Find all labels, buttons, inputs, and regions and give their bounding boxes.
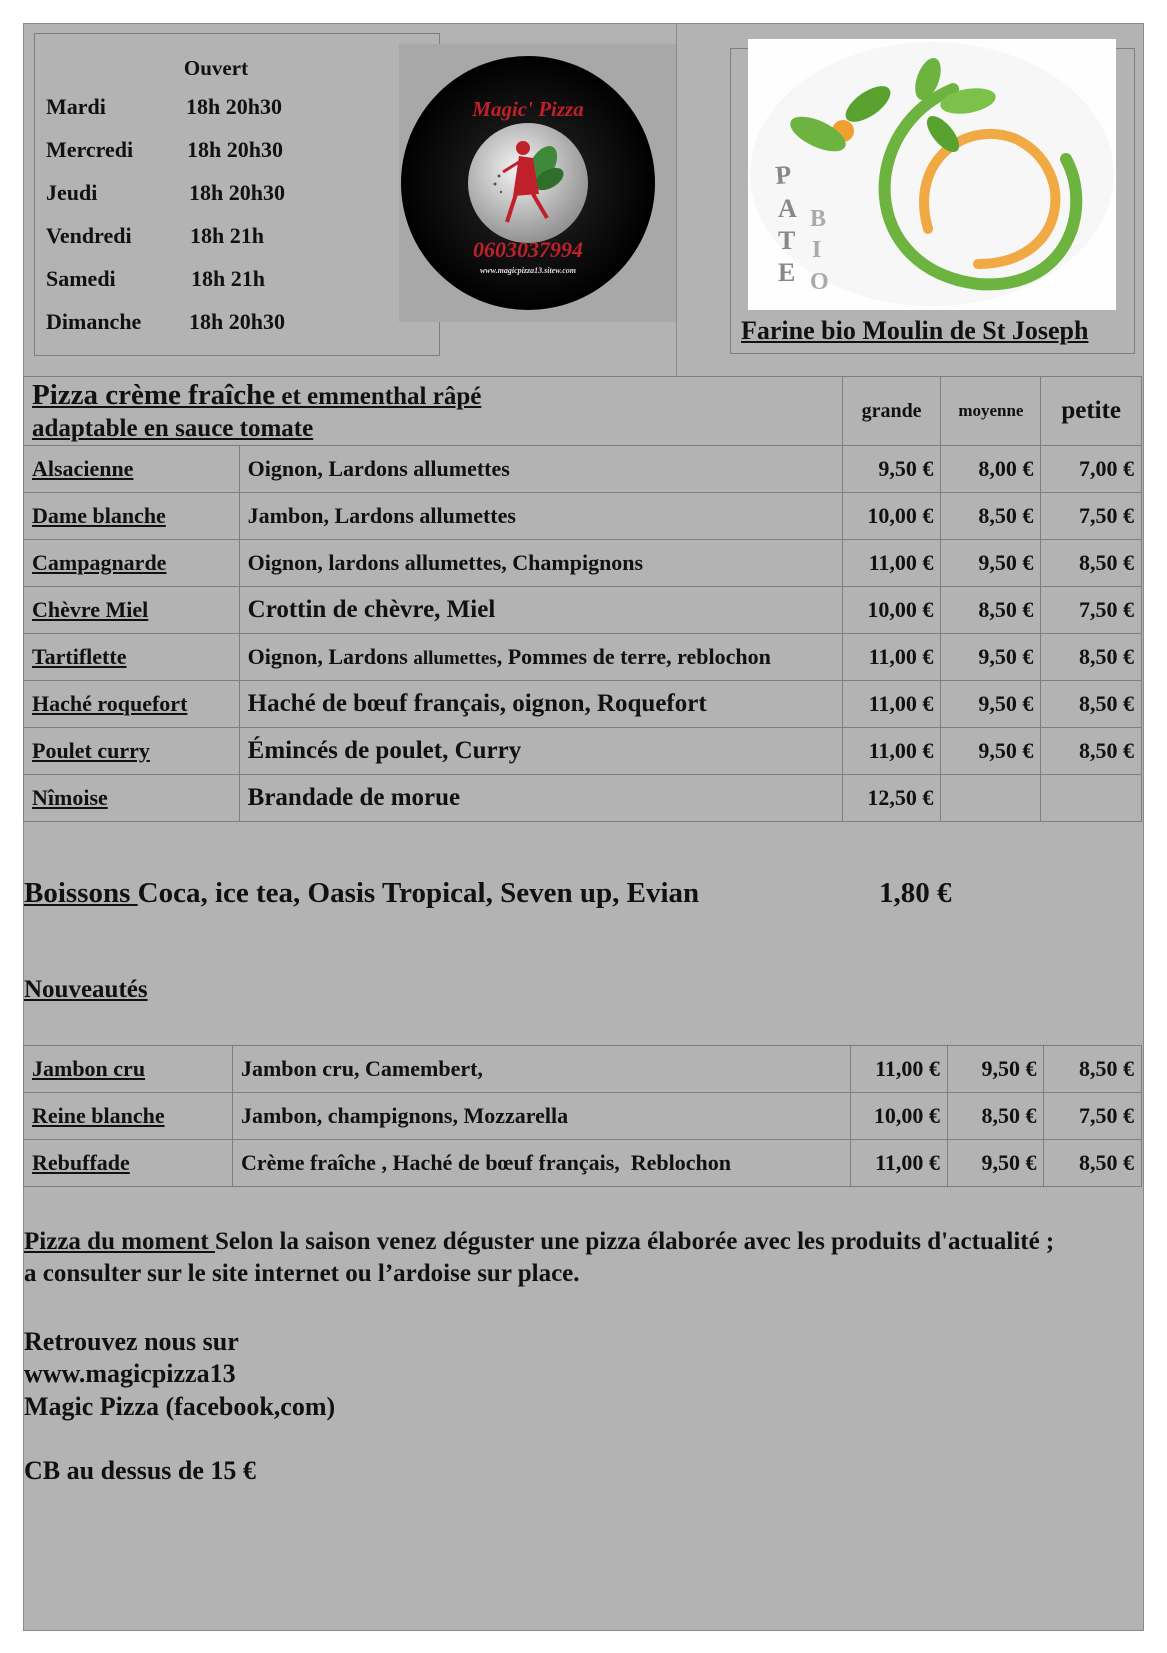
hours-row-saturday <box>46 266 436 296</box>
pate-letter: A <box>778 194 797 223</box>
pizza-desc: Crème fraîche , Haché de bœuf français, Reblochon <box>232 1140 850 1187</box>
price-petite: 8,50 € <box>1041 634 1142 681</box>
table-row <box>24 1093 1142 1140</box>
day-name: Dimanche <box>46 309 142 334</box>
price-moyenne: 8,50 € <box>947 1093 1044 1140</box>
price-moyenne: 8,00 € <box>941 446 1041 493</box>
logo-phone: 0603037994 <box>473 237 583 262</box>
bio-letter: O <box>810 269 829 295</box>
hours-row-thursday <box>46 180 436 210</box>
table-row <box>24 587 1142 634</box>
price-moyenne: 9,50 € <box>941 681 1041 728</box>
menu-header-row <box>24 377 1142 446</box>
news-title: Nouveautés <box>24 976 148 1003</box>
day-name: Jeudi <box>46 180 98 205</box>
day-time: 18h 21h <box>190 223 264 248</box>
menu-subtitle: adaptable en sauce tomate <box>32 415 314 442</box>
menu-title: Pizza crème fraîche <box>32 379 276 411</box>
price-petite: 7,00 € <box>1041 446 1142 493</box>
hours-row-wednesday <box>46 137 436 167</box>
day-time: 18h 20h30 <box>186 94 282 119</box>
menu-sheet <box>23 23 1144 1631</box>
facebook-text: Magic Pizza (facebook,com) <box>24 1392 336 1421</box>
drinks-price: 1,80 € <box>879 877 952 909</box>
pizza-name: Nîmoise <box>24 775 240 822</box>
price-petite: 7,50 € <box>1041 587 1142 634</box>
price-petite: 7,50 € <box>1041 493 1142 540</box>
pizza-desc-part: allumettes <box>413 648 497 669</box>
price-petite <box>1041 775 1142 822</box>
day-name: Mardi <box>46 94 106 119</box>
moment-label: Pizza du moment <box>24 1228 215 1255</box>
price-grande: 11,00 € <box>842 634 941 681</box>
price-petite: 8,50 € <box>1044 1140 1142 1187</box>
pizza-name: Dame blanche <box>24 493 240 540</box>
pizza-desc: Émincés de poulet, Curry <box>239 728 842 775</box>
pizza-desc: Oignon, lardons allumettes, Champignons <box>239 540 842 587</box>
price-petite: 7,50 € <box>1044 1093 1142 1140</box>
price-moyenne: 9,50 € <box>941 540 1041 587</box>
price-grande: 10,00 € <box>842 587 941 634</box>
pizza-name: Jambon cru <box>24 1046 233 1093</box>
find-us-text: Retrouvez nous sur <box>24 1327 239 1356</box>
price-moyenne: 9,50 € <box>941 634 1041 681</box>
price-grande: 10,00 € <box>851 1093 948 1140</box>
pizza-desc <box>239 634 842 681</box>
price-petite: 8,50 € <box>1044 1046 1142 1093</box>
price-grande: 10,00 € <box>842 493 941 540</box>
pate-letter: T <box>778 226 796 255</box>
day-time: 18h 20h30 <box>189 309 285 334</box>
logo-site: www.magicpizza13.sitew.com <box>479 266 577 275</box>
bio-letter: I <box>812 237 822 263</box>
size-header-moyenne: moyenne <box>941 377 1041 446</box>
pizza-desc: Jambon, Lardons allumettes <box>239 493 842 540</box>
day-time: 18h 20h30 <box>189 180 285 205</box>
price-moyenne: 9,50 € <box>941 728 1041 775</box>
day-name: Samedi <box>46 266 116 291</box>
price-grande: 11,00 € <box>842 540 941 587</box>
pizza-name: Campagnarde <box>24 540 240 587</box>
pizza-name: Alsacienne <box>24 446 240 493</box>
pate-bio-logo <box>748 39 1116 310</box>
bio-letter: B <box>810 206 827 232</box>
hours-row-sunday <box>46 309 436 339</box>
menu-header-title <box>24 377 843 446</box>
pizza-name: Haché roquefort <box>24 681 240 728</box>
drinks-label: Boissons <box>24 877 138 909</box>
opening-hours-box <box>34 33 440 356</box>
new-pizza-table <box>23 1045 1142 1187</box>
pizza-desc: Oignon, Lardons allumettes <box>239 446 842 493</box>
size-header-petite: petite <box>1041 377 1142 446</box>
hours-row-tuesday <box>46 94 436 124</box>
table-row <box>24 446 1142 493</box>
price-petite: 8,50 € <box>1041 681 1142 728</box>
magic-pizza-logo <box>399 44 677 322</box>
price-grande: 11,00 € <box>851 1140 948 1187</box>
price-moyenne <box>941 775 1041 822</box>
pizza-desc: Brandade de morue <box>239 775 842 822</box>
bio-flour-caption: Farine bio Moulin de St Joseph <box>741 316 1089 345</box>
pizza-name: Tartiflette <box>24 634 240 681</box>
table-row <box>24 681 1142 728</box>
day-name: Mercredi <box>46 137 134 162</box>
pizza-desc-part: , Pommes de terre, reblochon <box>496 644 771 669</box>
pate-letter: E <box>778 258 796 287</box>
day-name: Vendredi <box>46 223 132 248</box>
table-row <box>24 493 1142 540</box>
header-divider <box>676 24 677 376</box>
pizza-desc-part: Oignon, Lardons <box>247 644 414 669</box>
vinyl-logo-icon <box>399 44 677 322</box>
price-grande: 11,00 € <box>851 1046 948 1093</box>
table-row <box>24 540 1142 587</box>
pizza-name: Chèvre Miel <box>24 587 240 634</box>
price-moyenne: 9,50 € <box>947 1140 1044 1187</box>
pizza-desc: Crottin de chèvre, Miel <box>239 587 842 634</box>
hours-row-friday <box>46 223 436 253</box>
pizza-name: Poulet curry <box>24 728 240 775</box>
day-time: 18h 21h <box>191 266 265 291</box>
logo-name: Magic' Pizza <box>472 97 584 121</box>
moment-text: Selon la saison venez déguster une pizza élaborée avec les produits d'actualité ; a consulter sur le site internet ou l’ardoise sur place. <box>24 1228 1055 1287</box>
pizza-name: Rebuffade <box>24 1140 233 1187</box>
leaf-logo-icon <box>748 39 1116 310</box>
card-payment-text: CB au dessus de 15 € <box>24 1456 256 1485</box>
price-moyenne: 8,50 € <box>941 493 1041 540</box>
pate-letter: P <box>774 159 793 190</box>
opening-hours-title: Ouvert <box>183 56 249 80</box>
table-row <box>24 1140 1142 1187</box>
table-row <box>24 634 1142 681</box>
price-moyenne: 8,50 € <box>941 587 1041 634</box>
table-row <box>24 728 1142 775</box>
pizza-desc: Jambon, champignons, Mozzarella <box>232 1093 850 1140</box>
pizza-desc: Jambon cru, Camembert, <box>232 1046 850 1093</box>
pizza-menu-table <box>23 376 1142 822</box>
price-grande: 11,00 € <box>842 728 941 775</box>
menu-title-rest: et emmenthal râpé <box>275 383 482 410</box>
table-row <box>24 775 1142 822</box>
price-grande: 11,00 € <box>842 681 941 728</box>
price-grande: 12,50 € <box>842 775 941 822</box>
pizza-desc: Haché de bœuf français, oignon, Roquefort <box>239 681 842 728</box>
drinks-line <box>24 877 699 910</box>
price-moyenne: 9,50 € <box>947 1046 1044 1093</box>
pizza-du-moment <box>24 1226 1064 1290</box>
day-time: 18h 20h30 <box>187 137 283 162</box>
drinks-list: Coca, ice tea, Oasis Tropical, Seven up, Evian <box>137 877 700 909</box>
pizza-name: Reine blanche <box>24 1093 233 1140</box>
price-grande: 9,50 € <box>842 446 941 493</box>
website-text: www.magicpizza13 <box>24 1359 236 1388</box>
price-petite: 8,50 € <box>1041 728 1142 775</box>
price-petite: 8,50 € <box>1041 540 1142 587</box>
table-row <box>24 1046 1142 1093</box>
size-header-grande: grande <box>842 377 941 446</box>
